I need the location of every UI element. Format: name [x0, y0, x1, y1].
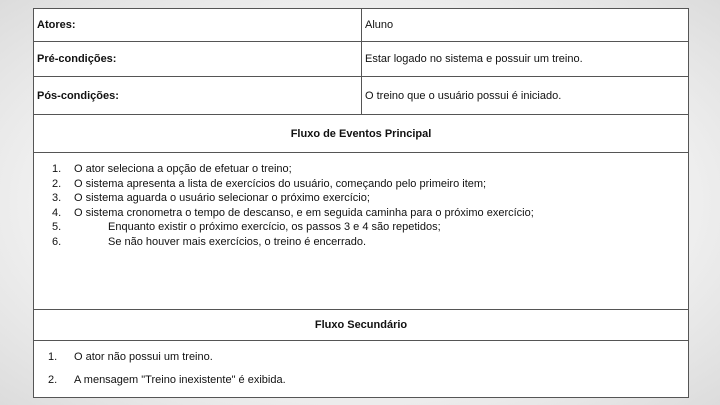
step-number: 3.	[52, 192, 62, 205]
step-number: 6.	[52, 235, 62, 248]
secondary-flow-header	[34, 309, 688, 341]
step-text: O ator seleciona a opção de efetuar o treino;	[74, 163, 292, 175]
step-text: O sistema cronometra o tempo de descanso, e em seguida caminha para o próximo exercício;	[74, 206, 534, 219]
step-number: 5.	[52, 221, 62, 234]
main-flow-body	[34, 153, 688, 309]
secondary-flow-body	[34, 341, 688, 397]
main-flow-header	[34, 115, 688, 153]
step-text: O ator não possui um treino.	[74, 351, 213, 363]
postconditions-value: O treino que o usuário possui é iniciado.	[365, 89, 562, 102]
preconditions-row	[34, 42, 688, 77]
step-number: 2.	[52, 177, 62, 190]
step-number: 1.	[52, 163, 62, 175]
use-case-table	[33, 8, 689, 398]
postconditions-label: Pós-condições:	[34, 77, 362, 114]
step-text: O sistema apresenta a lista de exercícios do usuário, começando pelo primeiro item;	[74, 177, 487, 190]
preconditions-value: Estar logado no sistema e possuir um treino.	[365, 53, 583, 65]
secondary-flow-title: Fluxo Secundário	[314, 319, 408, 331]
step-number: 1.	[48, 351, 58, 363]
main-flow-title: Fluxo de Eventos Principal	[290, 127, 432, 140]
step-number: 4.	[52, 206, 62, 219]
step-text: Se não houver mais exercícios, o treino é encerrado.	[108, 235, 367, 248]
actors-value: Aluno	[365, 19, 394, 31]
postconditions-row	[34, 77, 688, 115]
step-number: 2.	[48, 374, 58, 386]
step-text: A mensagem "Treino inexistente" é exibida.	[74, 374, 286, 386]
actors-label: Atores:	[34, 9, 362, 41]
step-text: O sistema aguarda o usuário selecionar o próximo exercício;	[74, 192, 370, 205]
step-text: Enquanto existir o próximo exercício, os passos 3 e 4 são repetidos;	[108, 221, 441, 234]
actors-row	[34, 9, 688, 42]
preconditions-label: Pré-condições:	[34, 42, 362, 76]
